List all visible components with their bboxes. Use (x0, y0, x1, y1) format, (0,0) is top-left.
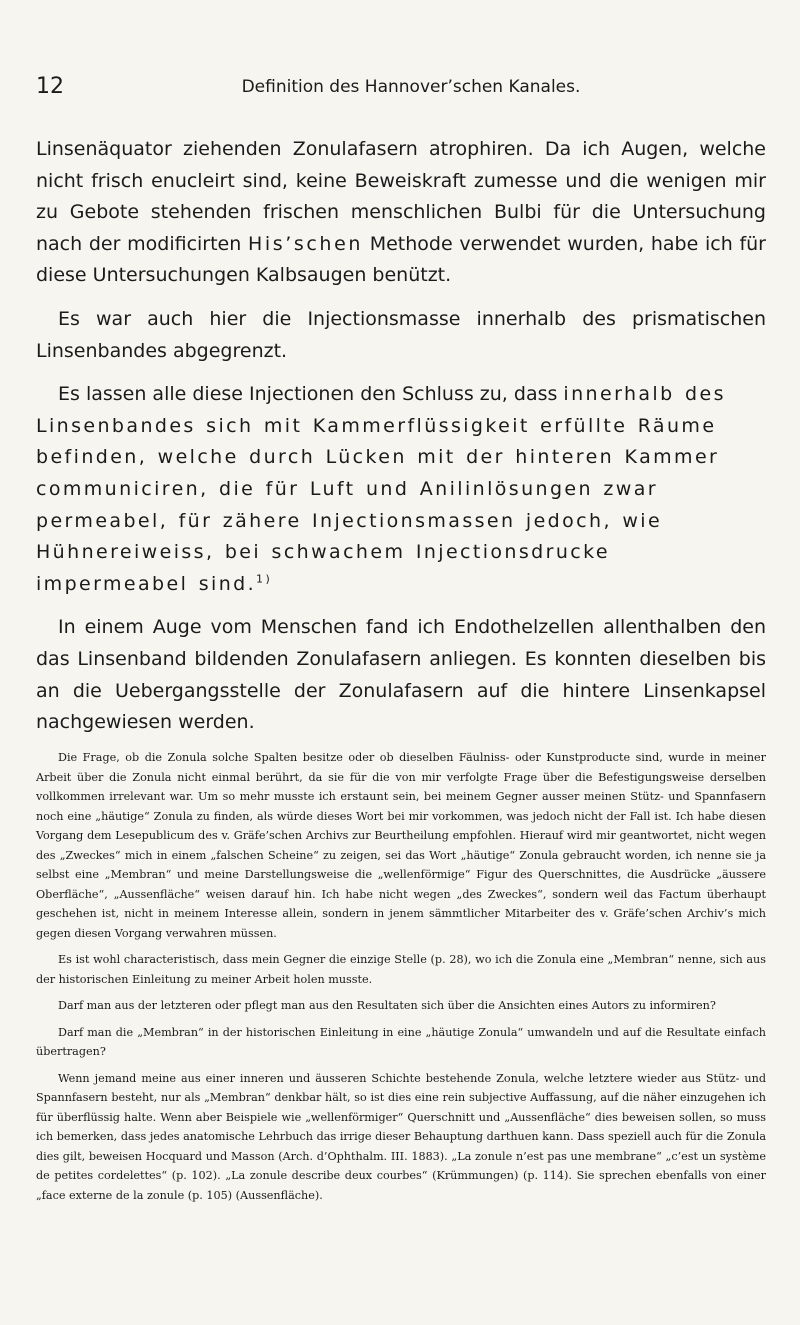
paragraph-2: Es war auch hier die Injectionsmasse innerhalb des prismatischen Linsenbandes abgegrenzt. (36, 307, 766, 362)
page-header (36, 72, 766, 102)
paragraph-3-emphasis: innerhalb des Linsenbandes sich mit Kammerflüssigkeit erfüllte Räume befinden, welche durch Lücken mit der hinteren Kammer communiciren, die für Luft und Anilinlösungen zwar permeabel, für zähere Injectionsmassen jedoch, wie Hühnereiweiss, bei schwachem Injectionsdrucke impermeabel sind. (36, 383, 726, 595)
footnote-5: Wenn jemand meine aus einer inneren und äusseren Schichte bestehende Zonula, welche letztere wieder aus Stütz- und Spannfasern besteht, nur als „Membran“ denkbar hält, so ist dies eine rein subjective Auffassung, auf die näher einzugehen ich für überflüssig halte. Wenn aber Beispiele wie „wellenförmiger“ Querschnitt und „Aussenfläche“ dies beweisen sollen, so muss ich bemerken, dass jedes anatomische Lehrbuch das irrige dieser Behauptung darthuen kann. Dass speziell auch für die Zonula dies gilt, beweisen Hocquard und Masson (Arch. d’Ophthalm. III. 1883). „La zonule n’est pas une membrane“ „c’est un système de petites cordelettes“ (p. 102). „La zonule describe deux courbes“ (Krümmungen) (p. 114). Sie sprechen ebenfalls von einer „face externe de la zonule (p. 105) (Aussenfläche). (36, 1071, 766, 1202)
paragraph-3 (36, 379, 766, 600)
paragraph-4: In einem Auge vom Menschen fand ich Endothelzellen allenthalben den das Linsenband bildenden Zonulafasern anliegen. Es konnten dieselben bis an die Uebergangsstelle der Zonulafasern auf die hintere Linsenkapsel nachgewiesen werden. (36, 616, 766, 734)
footnote-3: Darf man aus der letzteren oder pflegt man aus den Resultaten sich über die Ansichten eines Autors zu informiren? (58, 999, 716, 1012)
footnote-1: Die Frage, ob die Zonula solche Spalten besitze oder ob dieselben Fäulniss- oder Kunstproducte sind, wurde in meiner Arbeit über die Zonula nicht einmal berührt, da sie für die von mir verfolgte Frage über die Befestigungsweise derselben vollkommen irrelevant war. Um so mehr musste ich erstaunt sein, bei meinem Gegner ausser meinen Stütz- und Spannfasern noch eine „häutige“ Zonula zu finden, als würde dieses Wort bei mir vorkommen, was jedoch nicht der Fall ist. Ich habe diesen Vorgang dem Lesepublicum des v. Gräfe’schen Archivs zur Beurtheilung empfohlen. Hierauf wird mir geantwortet, nicht wegen des „Zweckes“ mich in einem „falschen Scheine“ zu zeigen, sei das Wort „häutige“ Zonula gebraucht worden, ich nenne sie ja selbst eine „Membran“ und meine Darstellungsweise die „wellenförmige“ Figur des Querschnittes, die Ausdrücke „äussere Oberfläche“, „Aussenfläche“ weisen darauf hin. Ich habe nicht wegen „des Zweckes“, sondern weil das Factum überhaupt geschehen ist, nicht in meinem Interesse allein, sondern in jenem sämmtlicher Mitarbeiter des v. Gräfe’schen Archiv’s mich gegen diesen Vorgang verwahren müssen. (36, 751, 766, 940)
paragraph-1-part-3: Methode verwendet wurden, habe ich für diese Untersuchungen Kalbsaugen benützt. (36, 232, 766, 287)
footnote-4: Darf man die „Membran“ in der historischen Einleitung in eine „häutige Zonula“ umwandeln und auf die Resultate einfach übertragen? (36, 1025, 766, 1058)
footnote-mark: 1) (256, 572, 273, 586)
footnotes (36, 748, 766, 1212)
page-number: 12 (36, 74, 64, 99)
paragraph-1-part-1: Linsenäquator ziehenden Zonulafasern atrophiren. Da ich Augen, welche nicht frisch enucleirt sind, keine Beweiskraft zumesse und die wenigen mir zu Gebote stehenden frischen menschlichen Bulbi für die Untersuchung nach der modificirten (36, 138, 766, 255)
paragraph-1 (36, 134, 766, 292)
paragraph-3-part-1: Es lassen alle diese Injectionen den Schluss zu, dass (58, 383, 564, 406)
footnote-2: Es ist wohl characteristisch, dass mein Gegner die einzige Stelle (p. 28), wo ich die Zonula eine „Membran“ nenne, sich aus der historischen Einleitung zu meiner Arbeit holen musste. (36, 953, 766, 986)
main-text (36, 134, 766, 751)
his-name: His’schen (247, 232, 364, 255)
running-title: Definition des Hannover’schen Kanales. (241, 77, 581, 97)
